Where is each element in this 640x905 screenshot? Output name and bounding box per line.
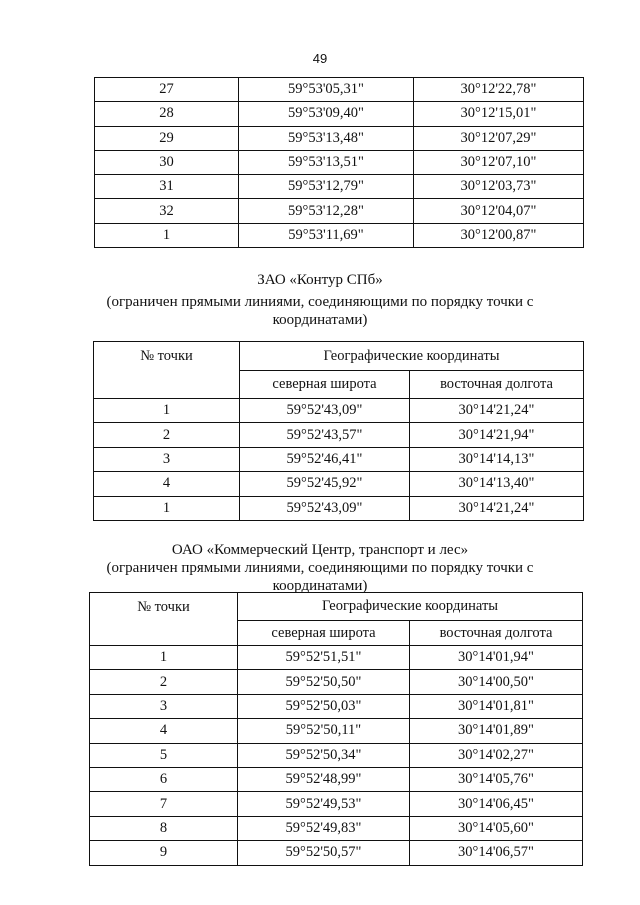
latitude-cell: 59°52'48,99" [238, 767, 410, 791]
longitude-cell: 30°14'05,60" [410, 816, 583, 840]
point-number-cell: 8 [90, 816, 238, 840]
latitude-cell: 59°52'49,83" [238, 816, 410, 840]
point-number-cell: 32 [95, 199, 239, 223]
latitude-cell: 59°53'13,51" [239, 150, 414, 174]
longitude-cell: 30°14'05,76" [410, 767, 583, 791]
section-title-kontur: ЗАО «Контур СПб» [257, 272, 383, 288]
table-row [94, 472, 584, 496]
table-row [90, 646, 583, 670]
coordinates-table-kontur [93, 341, 584, 521]
latitude-cell: 59°53'09,40" [239, 102, 414, 126]
longitude-cell: 30°14'21,24" [410, 496, 584, 520]
coordinates-table-kcentr [89, 592, 583, 866]
table-row [94, 399, 584, 423]
point-number-cell: 1 [90, 646, 238, 670]
latitude-cell: 59°53'13,48" [239, 126, 414, 150]
table-row [95, 150, 584, 174]
point-number-cell: 30 [95, 150, 239, 174]
latitude-cell: 59°53'12,79" [239, 175, 414, 199]
longitude-cell: 30°14'13,40" [410, 472, 584, 496]
subtitle-line: координатами) [272, 312, 368, 328]
point-number-cell: 3 [90, 694, 238, 718]
header-longitude: восточная долгота [410, 371, 584, 399]
table-row [90, 767, 583, 791]
section-subtitle-kcentr [0, 559, 640, 595]
point-number-cell: 7 [90, 792, 238, 816]
table-row [95, 223, 584, 247]
point-number-cell: 1 [94, 496, 240, 520]
table-row [90, 694, 583, 718]
point-number-cell: 29 [95, 126, 239, 150]
point-number-cell: 5 [90, 743, 238, 767]
latitude-cell: 59°52'50,50" [238, 670, 410, 694]
point-number-cell: 2 [90, 670, 238, 694]
latitude-cell: 59°52'50,34" [238, 743, 410, 767]
longitude-cell: 30°12'22,78" [414, 78, 584, 102]
point-number-cell: 9 [90, 841, 238, 865]
section-title-kcentr: ОАО «Коммерческий Центр, транспорт и лес» [171, 542, 469, 558]
header-point-number: № точки [90, 593, 238, 646]
longitude-cell: 30°14'01,81" [410, 694, 583, 718]
page-number: 49 [312, 51, 328, 66]
table-row [95, 199, 584, 223]
header-longitude: восточная долгота [410, 621, 583, 646]
table-row [90, 670, 583, 694]
coordinates-table-continued [94, 77, 584, 248]
header-latitude: северная широта [240, 371, 410, 399]
point-number-cell: 3 [94, 447, 240, 471]
latitude-cell: 59°52'51,51" [238, 646, 410, 670]
point-number-cell: 28 [95, 102, 239, 126]
longitude-cell: 30°14'01,94" [410, 646, 583, 670]
point-number-cell: 4 [94, 472, 240, 496]
longitude-cell: 30°14'02,27" [410, 743, 583, 767]
longitude-cell: 30°12'07,10" [414, 150, 584, 174]
longitude-cell: 30°14'00,50" [410, 670, 583, 694]
header-geo-coordinates: Географические координаты [240, 342, 584, 371]
table-row [90, 743, 583, 767]
latitude-cell: 59°52'43,09" [240, 496, 410, 520]
table-row [94, 496, 584, 520]
table-row [94, 423, 584, 447]
latitude-cell: 59°52'50,57" [238, 841, 410, 865]
longitude-cell: 30°14'01,89" [410, 719, 583, 743]
latitude-cell: 59°52'45,92" [240, 472, 410, 496]
header-latitude: северная широта [238, 621, 410, 646]
point-number-cell: 27 [95, 78, 239, 102]
table-row [90, 792, 583, 816]
point-number-cell: 2 [94, 423, 240, 447]
subtitle-line: (ограничен прямыми линиями, соединяющими по порядку точки с [106, 560, 534, 576]
header-point-number: № точки [94, 342, 240, 399]
longitude-cell: 30°12'15,01" [414, 102, 584, 126]
point-number-cell: 1 [95, 223, 239, 247]
table-row [90, 719, 583, 743]
table-body [94, 399, 584, 521]
subtitle-line: координатами) [272, 578, 368, 594]
point-number-cell: 4 [90, 719, 238, 743]
latitude-cell: 59°52'50,11" [238, 719, 410, 743]
longitude-cell: 30°12'07,29" [414, 126, 584, 150]
longitude-cell: 30°14'21,94" [410, 423, 584, 447]
latitude-cell: 59°52'43,57" [240, 423, 410, 447]
point-number-cell: 1 [94, 399, 240, 423]
latitude-cell: 59°53'11,69" [239, 223, 414, 247]
longitude-cell: 30°14'21,24" [410, 399, 584, 423]
longitude-cell: 30°14'06,57" [410, 841, 583, 865]
latitude-cell: 59°52'46,41" [240, 447, 410, 471]
subtitle-line: (ограничен прямыми линиями, соединяющими по порядку точки с [106, 294, 534, 310]
longitude-cell: 30°14'06,45" [410, 792, 583, 816]
table-row [95, 175, 584, 199]
section-subtitle-kontur [0, 293, 640, 329]
latitude-cell: 59°52'43,09" [240, 399, 410, 423]
point-number-cell: 31 [95, 175, 239, 199]
table-row [90, 841, 583, 865]
header-geo-coordinates: Географические координаты [238, 593, 583, 621]
latitude-cell: 59°52'49,53" [238, 792, 410, 816]
longitude-cell: 30°14'14,13" [410, 447, 584, 471]
table-row [95, 126, 584, 150]
table-row [90, 816, 583, 840]
longitude-cell: 30°12'03,73" [414, 175, 584, 199]
table-row [95, 102, 584, 126]
table-body [95, 78, 584, 248]
longitude-cell: 30°12'00,87" [414, 223, 584, 247]
latitude-cell: 59°53'12,28" [239, 199, 414, 223]
table-row [94, 447, 584, 471]
longitude-cell: 30°12'04,07" [414, 199, 584, 223]
latitude-cell: 59°53'05,31" [239, 78, 414, 102]
point-number-cell: 6 [90, 767, 238, 791]
table-row [95, 78, 584, 102]
latitude-cell: 59°52'50,03" [238, 694, 410, 718]
table-body [90, 646, 583, 866]
